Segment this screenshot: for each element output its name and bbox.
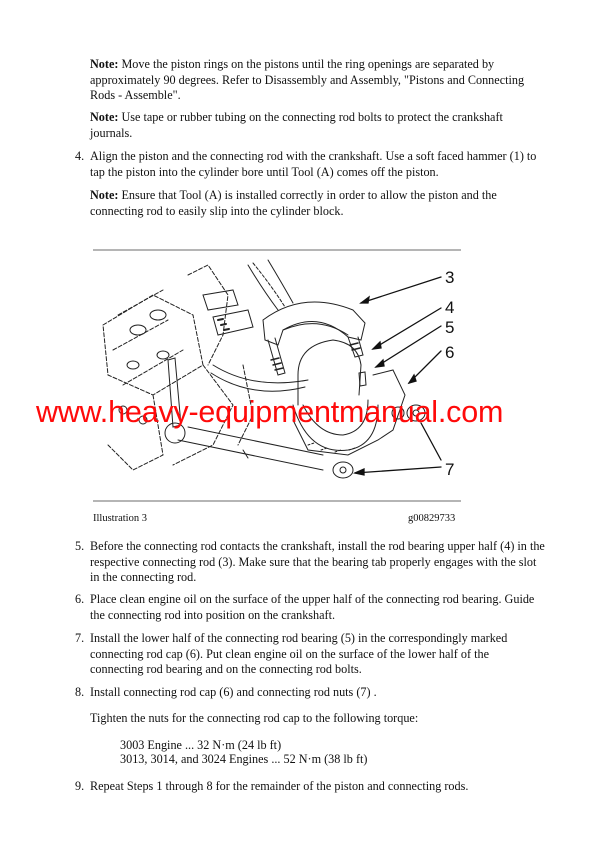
note-label: Note: <box>90 110 119 124</box>
step-number: 6. <box>75 592 85 606</box>
note-text: Ensure that Tool (A) is installed correctly in order to allow the piston and the connecting rod to easily slip into the cylinder block. <box>90 188 497 218</box>
callout-4: 4 <box>445 298 455 317</box>
callout-7: 7 <box>445 460 455 479</box>
illustration-id: g00829733 <box>408 513 456 524</box>
connecting-rod-illustration <box>93 255 463 490</box>
note-text: Use tape or rubber tubing on the connecting rod bolts to protect the crankshaft journals. <box>90 110 503 140</box>
note-label: Note: <box>90 188 119 202</box>
note-text: Move the piston rings on the pistons until the ring openings are separated by approximately 90 degrees. Refer to Disassembly and Assembly, "Pistons and Connecting Rods - Assemble". <box>90 57 525 102</box>
note-tape-bolts <box>90 110 540 141</box>
step-text: Before the connecting rod contacts the crankshaft, install the rod bearing upper half (4) in the respective connecting rod (3). Make sure that the bearing tab properly engages with the slot in the connecting rod. <box>90 539 545 584</box>
note-label: Note: <box>90 57 119 71</box>
step-4-note <box>90 188 540 219</box>
step-number: 8. <box>75 685 85 699</box>
step-number: 5. <box>75 539 85 553</box>
step-number: 7. <box>75 631 85 645</box>
step-text: Place clean engine oil on the surface of the upper half of the connecting rod bearing. Guide the connecting rod into position on the crankshaft. <box>90 592 535 622</box>
watermark-text: www.heavy-equipmentmanual.com <box>36 395 504 429</box>
engine-block-details <box>119 290 323 470</box>
step-text: Install connecting rod cap (6) and connecting rod nuts (7) . <box>90 685 377 699</box>
step-text: Install the lower half of the connecting rod bearing (5) in the correspondingly marked connecting rod cap (6). Put clean engine oil on the surface of the lower half of the connecting rod bearing and on the connecting rod bolts. <box>90 631 508 676</box>
step-number: 9. <box>75 779 85 793</box>
torque-spec-3013-3014-3024: 3013, 3014, and 3024 Engines ... 52 N·m (38 lb ft) <box>120 752 368 766</box>
torque-spec-3003: 3003 Engine ... 32 N·m (24 lb ft) <box>120 738 282 752</box>
callout-labels <box>445 268 454 479</box>
illustration-top-rule <box>93 249 461 251</box>
callout-3: 3 <box>445 268 455 287</box>
callout-5: 5 <box>445 318 455 337</box>
step-number: 4. <box>75 149 85 163</box>
engine-block-drawing <box>103 265 253 470</box>
note-piston-rings <box>90 57 540 104</box>
illustration-caption: Illustration 3 <box>93 513 147 524</box>
callout-6: 6 <box>445 343 455 362</box>
step-text: Repeat Steps 1 through 8 for the remainder of the piston and connecting rods. <box>90 779 469 793</box>
illustration-bottom-rule <box>93 500 461 502</box>
step-text: Align the piston and the connecting rod with the crankshaft. Use a soft faced hammer (1) to tap the piston into the cylinder bore until Tool (A) comes off the piston. <box>90 149 537 179</box>
step-8-torque-intro: Tighten the nuts for the connecting rod cap to the following torque: <box>90 711 419 725</box>
